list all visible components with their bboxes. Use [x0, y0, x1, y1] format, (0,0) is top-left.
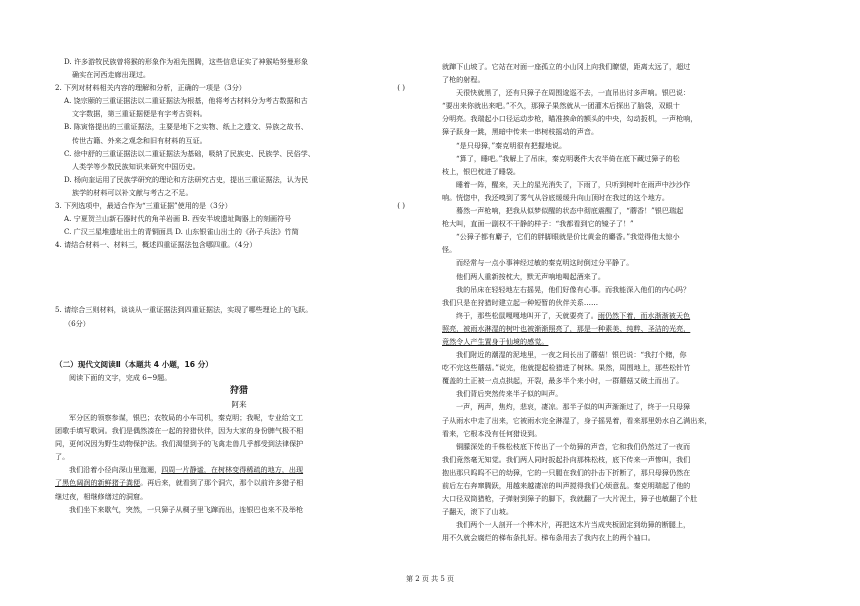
paragraph-line: 天很快就黑了，还有只獐子在周围逡巡不去，一直吊出讨多声响。银巴说：	[456, 88, 691, 98]
article-author: 阿来	[231, 399, 247, 409]
q3-options-cd: C. 广汉三星堆遗址出土的青铜面具 D. 山东银雀山出土的《孙子兵法》竹简	[64, 227, 299, 237]
paragraph-line: “要出来你就出来吧。”不久，那獐子果然就从一团灌木后探出了脑袋，双眼十	[442, 101, 680, 111]
page-number: 第 2 页 共 5 页	[405, 575, 455, 583]
paragraph-line: 了。	[55, 452, 70, 462]
paragraph-line: 一声，两声，焦灼，悲哀，凄凉。那半子似的叫声渐渐过了，终于一只母獐	[456, 402, 691, 412]
paragraph-line: 看来，它根本没有任何猎设到。	[442, 428, 542, 438]
paragraph-line: 我们竟然毫无知觉。我们两人同时扳起扑向那株松枝，底下传来一声惨叫，我们	[442, 454, 691, 464]
q2-option-d-cont: 族学的材料可以补文献与考古之不足。	[72, 187, 193, 197]
paragraph-line: 他们两人重新按枕大，默无声响地喝起酒来了。	[456, 271, 605, 281]
paragraph-line: 蓦然一声枪响，把我从似梦似醒的状态中彻底震醒了，“蘑香！”银巴瑞起	[456, 206, 684, 216]
paragraph-line: 枝上，银巴枕进了睡袋。	[442, 166, 521, 176]
paragraph-line: 吃不完这些蘑菇。”说完，他就提起检猎进了树林。果然，周围地上，那些松针竹	[442, 363, 691, 373]
q2-option-d: D. 杨向奎运用了民族学研究的理论和方法研究古史，提出三重证据法，认为民	[64, 174, 309, 184]
paragraph-line: 用不久就会腐烂的梯布条扎好。梯布条用去了我内衣上的两个袖口。	[442, 533, 655, 543]
underlined-text: 四周一片静谧，在树林变得稀疏的地方，出现	[161, 465, 304, 475]
q2-option-c: C. 徐中舒的三重证据法以二重证据法为基础，吸纳了民族史、民族学、民俗学、	[64, 148, 315, 158]
article-title: 狩猎	[229, 385, 248, 396]
q2-option-a-cont: 文字数据，第三重证据便是有字考古资料。	[72, 109, 207, 119]
paragraph-line: 獐子跃身一跳，黑暗中传来一串树枝摇动的声音。	[442, 127, 599, 137]
paragraph-line: 而经常与一点小事神经过敏的秦克明这时倒过分平静了。	[456, 258, 634, 268]
question-4: 4. 请结合材料一、材料三，概述四重证据法包含哪四重。（4分）	[55, 240, 257, 250]
paragraph-line: “是只母獐，”秦克明很有把握地说。	[456, 140, 567, 150]
paragraph-line: 我们坐下来歇气，突然，一只獐子从稠子里飞蹿而出，连银巴也来不及举枪	[69, 504, 304, 514]
paragraph-line: 我们两个一人剖开一个桦木片，再把这木片当成夹板固定到幼獐的断腿上，	[456, 520, 691, 530]
paragraph-line: 覆盖的土正被一点点拱起，开裂，最多半个来小时，一群蘑菇又破土而出了。	[442, 376, 684, 386]
paragraph-line: 怪。	[442, 245, 457, 255]
paragraph-line: 睡着一阵，醒来，天上的星光消失了，下雨了，只听到树叶在雨声中沙沙作	[456, 179, 691, 189]
paragraph-line: 铜朦深处的千株松枝底下传出了一个幼獐的声音，它和我们仍然过了一夜而	[456, 441, 691, 451]
answer-paren: ( )	[397, 201, 405, 211]
question-5: 5. 请综合三则材料，谈谈从一重证据法到四重证据法，实现了哪些理论上的飞跃。	[55, 305, 313, 315]
paragraph-line: 我们附近的潮湿的泥地里，一夜之间长出了蘑菇！银巴说：“我打个赌，你	[456, 350, 687, 360]
answer-paren: ( )	[397, 83, 405, 93]
underlined-text: 照亮，被雨水淋湿的树叶也被渐渐照亮了，那是一种素美、纯粹、圣洁的光亮，	[442, 323, 691, 333]
q3-options-ab: A. 宁夏贺兰山新石器时代的角羊岩画 B. 西安半坡遗址陶器上的刻画符号	[64, 214, 292, 224]
question-5-score: （6分）	[64, 318, 90, 328]
right-column	[442, 60, 810, 544]
paragraph-line: “算了，睡吧。”我解上了吊床，秦克明裹件大衣半倚在底下藏过獐子的松	[456, 153, 680, 163]
paragraph-line: “公獐子都有麝子，它们的胖脚眼就是价比黄金的麝香。”我觉得他太惊小	[456, 232, 680, 242]
q2-option-a: A. 饶宗颐的三重证据法以二重证据法为根基，他将考古材料分为考古数据和古	[64, 96, 308, 106]
paragraph-line: 前后左右奔窜腾跃，用越来越凄凉的叫声搅得我们心烦意乱。秦克明瑞起了他的	[442, 481, 691, 490]
paragraph-line: 军分区的领察参谋，银巴；农牧局的小车司机，秦克明；我呢，专业给文工	[69, 412, 304, 422]
paragraph-line: 继过夜，相继修缮过的洞窟。	[55, 491, 148, 501]
paragraph-line: 响。恍惚中，我还嗅到了雾气从谷底缓缓升向山顶时在我过的这个地方。	[442, 192, 669, 202]
paragraph-line: 了黑色阔润的新鲜猪子粪便。再后来，就看到了那个洞穴，那个以前许多猎子相	[55, 478, 304, 488]
paragraph-line: 就蹿下山坡了。它站在对面一座孤立的小山冈上向我们瞭望，距离太远了，超过	[442, 62, 691, 71]
underlined-text: 了黑色阔润的新鲜猪子粪便	[55, 478, 141, 488]
paragraph-line: 终于，那些松鼠嘎嘎地叫开了，天就要亮了。雨仍然下着，而水渐渐被天色	[456, 310, 691, 320]
question-3-stem: 3. 下列选项中，最适合作为“三重证据”使用的是（3分） ( )	[55, 199, 423, 212]
paragraph-line: 我的吊床在轻轻地左右摇晃，他们好像有心事。而我能深入他们的内心吗？	[456, 284, 691, 294]
reading-instruction: 阅读下面的文字，完成 6~9题。	[69, 372, 172, 382]
q1-option-d: D. 许多游牧民族曾将猴的形象作为祖先图腾，这些信息证实了神猴哈努曼形象	[64, 57, 309, 66]
question-2-stem: 2. 下列对材料相关内容的理解和分析，正确的一项是（3分） ( )	[55, 81, 423, 94]
q1-option-d-cont: 确实在河西走廊出现过。	[72, 70, 151, 80]
q2-option-b-cont: 传世古籍、外来之观念和旧有材料的互证。	[72, 135, 207, 145]
paragraph-line: 团歌手填写歌词。我们是偶然凑在一起的狩猎伙伴，因为大家的身份脾气极不相	[55, 426, 304, 436]
paragraph-line: 了枪的射程。	[442, 75, 485, 85]
left-column	[55, 55, 423, 516]
paragraph-line: 抱出那只呜呜不已的幼獐，它的一只腿在我们的扑击下折断了，那只母獐仍然在	[442, 467, 691, 477]
section-title: （二）现代文阅读Ⅱ（本题共 4 小题，16 分）	[55, 359, 213, 369]
paragraph-line: 我们背后突然传来半子似的叫声。	[456, 389, 563, 399]
paragraph-line: 大口径双筒猎枪，子弹射到獐子的脚下，我就翻了一大片泥土，獐子也敏翻了个肚	[442, 494, 698, 504]
paragraph-line: 子从雨水中走了出来，它被雨水完全淋湿了，身子摇晃着，看来那里奶水自乙满出来，	[442, 415, 712, 425]
paragraph-line: 同，更何况因为野生动物保护法。我们渴望到予的飞禽走兽几乎都受到法律保护	[55, 439, 304, 449]
paragraph-line: 枪大叫，直面一副权不干静的样子：“我都看到它的镜子了！”	[442, 219, 634, 229]
underlined-text: 雨仍然下着，而水渐渐被天色	[597, 310, 691, 320]
q2-option-b: B. 陈寅恪提出的三重证据法，主要是地下之实物、纸上之遗文、异族之故书、	[64, 122, 308, 132]
underlined-text: 竟然令人产生置身于仙境的感觉。	[442, 336, 549, 346]
paragraph-line: 子翻天，滚下了山坡。	[442, 507, 513, 517]
q2-option-c-cont: 人类学等少数民族知识来研究中国历史。	[72, 161, 200, 171]
paragraph-line: 我们只是在狩猎时建立起一种短暂的伙伴关系……	[442, 297, 599, 307]
paragraph-line: 我们沿着小径向深山里迤逦，四周一片静谧，在树林变得稀疏的地方，出现	[69, 465, 304, 475]
paragraph-line: 分明亮。我瑞起小口径运动步枪，瞄准挨命的额头的中央，勾动扳机，一声枪响，	[442, 114, 698, 124]
